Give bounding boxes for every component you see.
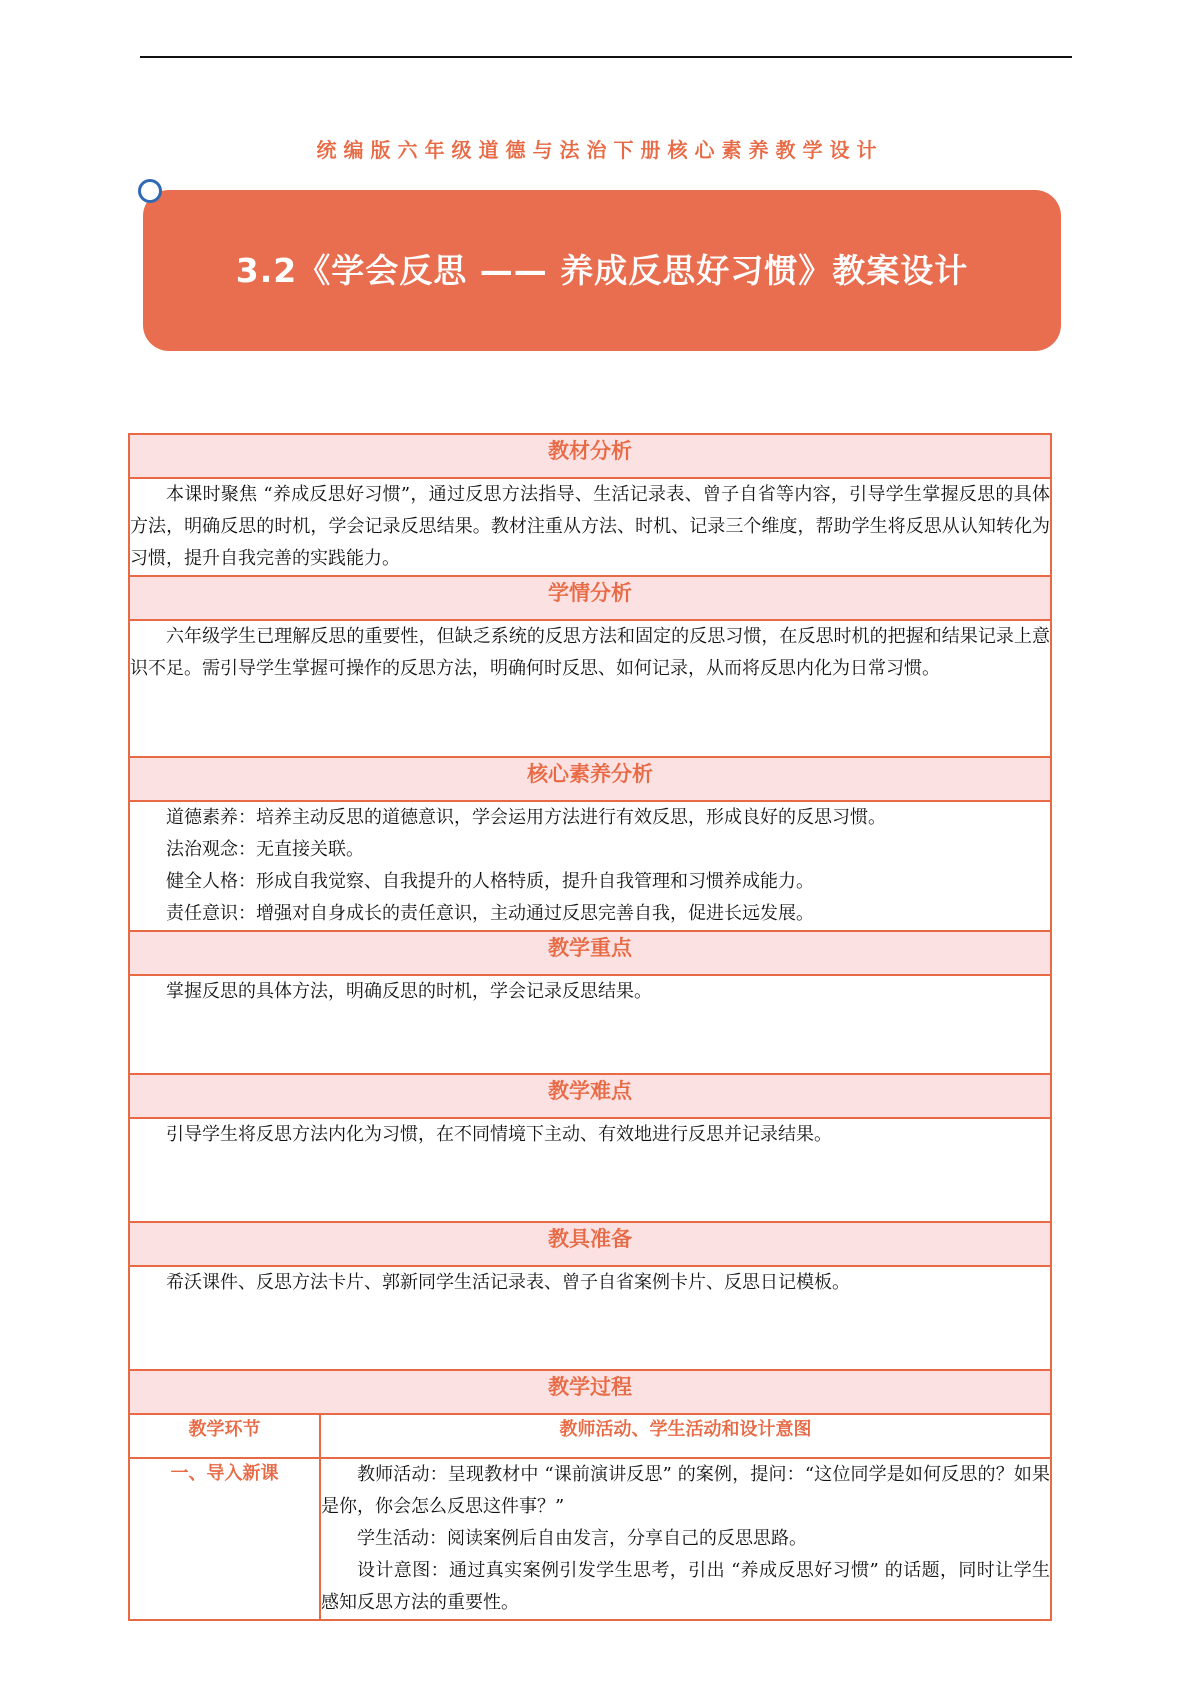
section-heading-key-points: 教学重点 [129, 931, 1051, 975]
lesson-plan-table [128, 433, 1052, 1621]
materials-text: 希沃课件、反思方法卡片、郭新同学生活记录表、曾子自省案例卡片、反思日记模板。 [166, 1272, 850, 1293]
section-body-textbook [129, 478, 1051, 576]
literacy-line-personality: 健全人格：形成自我觉察、自我提升的人格特质，提升自我管理和习惯养成能力。 [166, 871, 814, 892]
teacher-activity: 教师活动：呈现教材中 “课前演讲反思” 的案例，提问：“这位同学是如何反思的？如果是你，你会怎么反思这件事？” [321, 1464, 1050, 1517]
process-activity-cell [320, 1458, 1051, 1620]
section-heading-difficulties: 教学难点 [129, 1074, 1051, 1118]
header-rule [140, 56, 1072, 58]
difficulties-text: 引导学生将反思方法内化为习惯，在不同情境下主动、有效地进行反思并记录结果。 [166, 1124, 832, 1145]
student-activity: 学生活动：阅读案例后自由发言，分享自己的反思思路。 [357, 1528, 807, 1549]
banner-dot-ornament [138, 179, 162, 203]
section-body-students [129, 620, 1051, 757]
section-heading-process: 教学过程 [129, 1370, 1051, 1414]
student-analysis-text: 六年级学生已理解反思的重要性，但缺乏系统的反思方法和固定的反思习惯，在反思时机的把握和结果记录上意识不足。需引导学生掌握可操作的反思方法，明确何时反思、如何记录，从而将反思内化为日常习惯。 [130, 626, 1050, 679]
section-heading-students: 学情分析 [129, 576, 1051, 620]
design-intent: 设计意图：通过真实案例引发学生思考，引出 “养成反思好习惯” 的话题，同时让学生感知反思方法的重要性。 [321, 1560, 1050, 1613]
section-body-difficulties [129, 1118, 1051, 1222]
title-banner [143, 190, 1061, 351]
section-heading-materials: 教具准备 [129, 1222, 1051, 1266]
literacy-line-responsibility: 责任意识：增强对自身成长的责任意识，主动通过反思完善自我，促进长远发展。 [166, 903, 814, 924]
stage-label: 一、导入新课 [129, 1458, 320, 1620]
section-heading-textbook: 教材分析 [129, 434, 1051, 478]
document-subtitle: 统编版六年级道德与法治下册核心素养教学设计 [316, 138, 884, 162]
column-header-stage: 教学环节 [129, 1414, 320, 1458]
literacy-line-moral: 道德素养：培养主动反思的道德意识，学会运用方法进行有效反思，形成良好的反思习惯。 [166, 807, 886, 828]
section-body-key-points [129, 975, 1051, 1074]
page-title: 3.2《学会反思 —— 养成反思好习惯》教案设计 [235, 251, 969, 290]
section-heading-literacy: 核心素养分析 [129, 757, 1051, 801]
section-body-literacy [129, 801, 1051, 931]
literacy-line-law: 法治观念：无直接关联。 [166, 839, 364, 860]
table-row [129, 1458, 1051, 1620]
column-header-activity: 教师活动、学生活动和设计意图 [320, 1414, 1051, 1458]
textbook-analysis-text: 本课时聚焦 “养成反思好习惯”，通过反思方法指导、生活记录表、曾子自省等内容，引导学生掌握反思的具体方法，明确反思的时机，学会记录反思结果。教材注重从方法、时机、记录三个维度，帮助学生将反思从认知转化为习惯，提升自我完善的实践能力。 [130, 484, 1050, 569]
key-points-text: 掌握反思的具体方法，明确反思的时机，学会记录反思结果。 [166, 981, 652, 1002]
section-body-materials [129, 1266, 1051, 1370]
